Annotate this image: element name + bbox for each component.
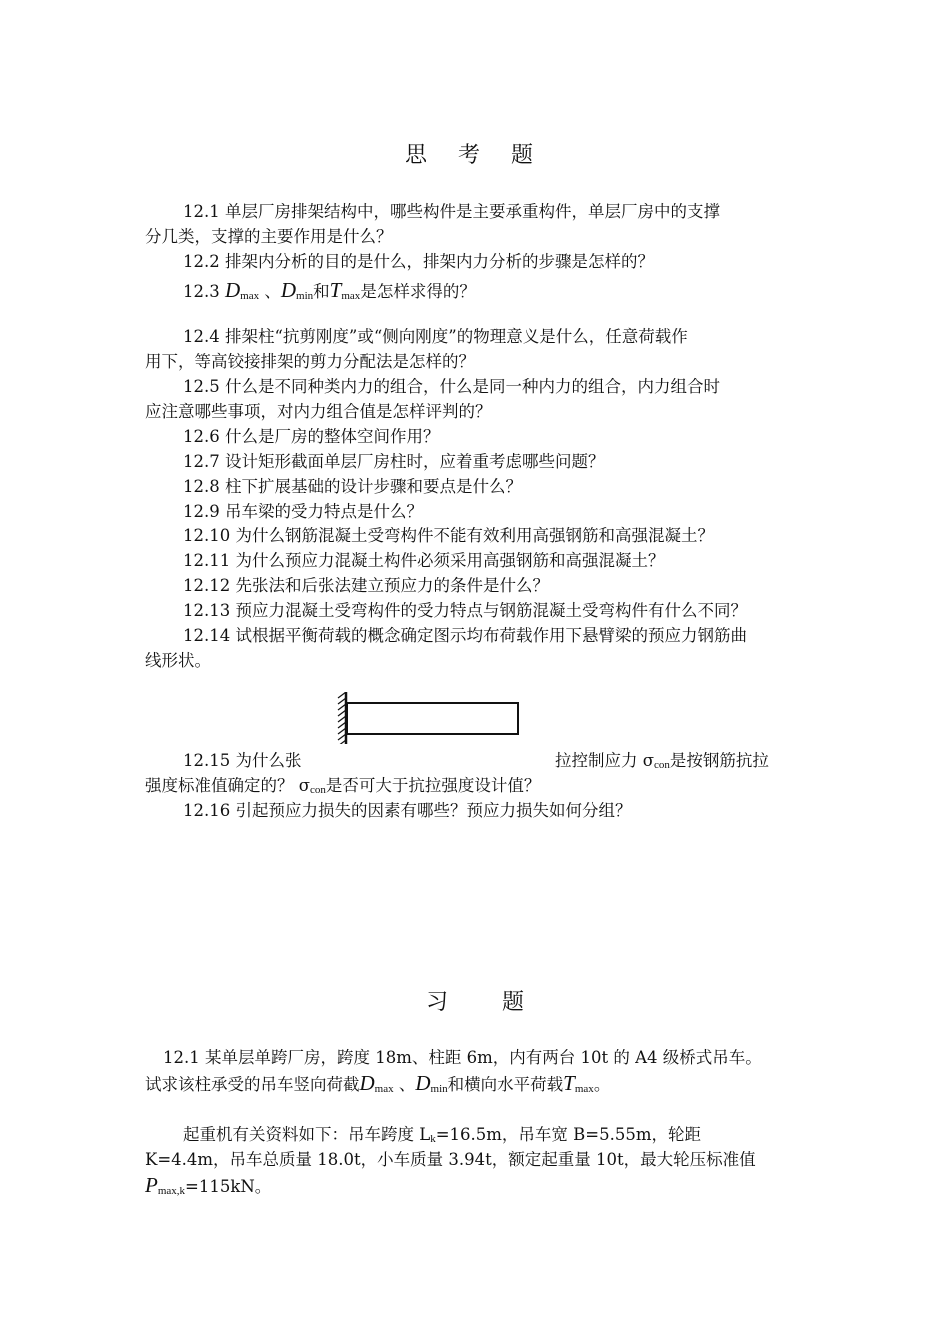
conjunction: 和 (313, 282, 330, 301)
symbol-T: T (329, 278, 342, 302)
question-12-5-line2: 应注意哪些事项，对内力组合值是怎样评判的？ (145, 402, 492, 421)
sigma-con-label: 拉控制应力 σ (555, 751, 655, 770)
question-12-15-line1-tail: 是按钢筋抗拉 (669, 751, 769, 770)
symbol-D: D (359, 1071, 375, 1095)
subscript-max: max (240, 290, 260, 302)
question-12-2: 12.2 排架内分析的目的是什么，排架内力分析的步骤是怎样的？ (183, 252, 654, 271)
question-12-8: 12.8 柱下扩展基础的设计步骤和要点是什么？ (183, 477, 522, 496)
subscript-con-2: con (310, 784, 326, 796)
subscript-min: min (296, 290, 314, 302)
exercise-12-1-line2-head: 试求该柱承受的吊车竖向荷截 (145, 1075, 360, 1094)
question-12-12: 12.12 先张法和后张法建立预应力的条件是什么？ (183, 576, 549, 595)
question-12-15-line2 (145, 775, 540, 801)
cantilever-beam-figure (336, 692, 526, 744)
question-12-10: 12.10 为什么钢筋混凝土受弯构件不能有效利用高强钢筋和高强混凝土？ (183, 526, 714, 545)
exercise-12-1-data-line1 (183, 1124, 701, 1150)
question-12-9: 12.9 吊车梁的受力特点是什么？ (183, 502, 423, 521)
exercise-12-1-line1: 12.1 某单层单跨厂房，跨度 18m、柱距 6m，内有两台 10t 的 A4 级桥式吊车。 (163, 1048, 762, 1067)
exercises-title (0, 985, 950, 1016)
separator: 、 (264, 282, 281, 301)
question-12-4-line2: 用下，等高铰接排架的剪力分配法是怎样的？ (145, 352, 475, 371)
question-12-16: 12.16 引起预应力损失的因素有哪些？预应力损失如何分组？ (183, 801, 632, 820)
subscript-max-k: max,k (157, 1185, 186, 1197)
question-12-4-line1: 12.4 排架柱“抗剪刚度”或“侧向刚度”的物理意义是什么，任意荷载作 (183, 327, 688, 346)
question-12-15-line2-head: 强度标准值确定的？ σ (145, 776, 311, 795)
question-12-7: 12.7 设计矩形截面单层厂房柱时，应着重考虑哪些问题？ (183, 452, 605, 471)
sentence-end: 。 (593, 1075, 611, 1094)
exercise-12-1-data-line3 (145, 1174, 271, 1202)
cantilever-beam (347, 703, 518, 734)
question-12-15-line1-right (555, 750, 769, 776)
question-12-3-number: 12.3 (183, 282, 220, 301)
max-wheel-pressure-value: =115kN。 (185, 1177, 272, 1196)
symbol-D-min: D (280, 278, 297, 302)
question-12-5-line1: 12.5 什么是不同种类内力的组合，什么是同一种内力的组合，内力组合时 (183, 377, 720, 396)
question-12-6: 12.6 什么是厂房的整体空间作用？ (183, 427, 440, 446)
separator: 、 (398, 1075, 416, 1094)
subscript-max-T: max (574, 1083, 594, 1095)
subscript-min: min (430, 1083, 448, 1095)
question-12-1-line1: 12.1 单层厂房排架结构中，哪些构件是主要承重构件，单层厂房中的支撑 (183, 202, 720, 221)
symbol-T: T (563, 1071, 575, 1095)
question-12-14-line2: 线形状。 (145, 651, 211, 670)
question-12-14-line1: 12.14 试根据平衡荷载的概念确定图示均布荷载作用下悬臂梁的预应力钢筋曲 (183, 626, 747, 645)
question-12-1-line2: 分几类，支撑的主要作用是什么？ (145, 227, 393, 246)
question-12-15-line1-left: 12.15 为什么张 (183, 751, 302, 770)
crane-data-head: 起重机有关资料如下：吊车跨度 L (183, 1125, 431, 1144)
question-12-15-line2-tail: 是否可大于抗拉强度设计值？ (325, 776, 541, 795)
symbol-D: D (225, 278, 241, 302)
exercises-title-char2: 题 (502, 990, 525, 1015)
subscript-max-T: max (341, 290, 361, 302)
exercise-12-1-line2 (145, 1072, 610, 1100)
subscript-k: k (430, 1133, 436, 1145)
subscript-con: con (654, 759, 670, 771)
question-12-13: 12.13 预应力混凝土受弯构件的受力特点与钢筋混凝土受弯构件有什么不同？ (183, 601, 747, 620)
thinking-questions-title: 思 考 题 (405, 143, 545, 168)
question-12-3-tail: 是怎样求得的？ (360, 282, 476, 301)
exercise-12-1-mid: 和横向水平荷载 (447, 1075, 564, 1094)
symbol-P: P (145, 1173, 158, 1197)
symbol-D-min: D (415, 1071, 431, 1095)
exercises-title-char1: 习 (425, 990, 448, 1015)
subscript-max: max (374, 1083, 394, 1095)
question-12-3 (183, 279, 476, 307)
question-12-11: 12.11 为什么预应力混凝土构件必须采用高强钢筋和高强混凝土？ (183, 551, 665, 570)
exercise-12-1-data-line2: K=4.4m，吊车总质量 18.0t，小车质量 3.94t，额定起重量 10t，最大轮压标准值 (145, 1150, 756, 1169)
crane-data-tail: =16.5m，吊车宽 B=5.55m，轮距 (435, 1125, 701, 1144)
